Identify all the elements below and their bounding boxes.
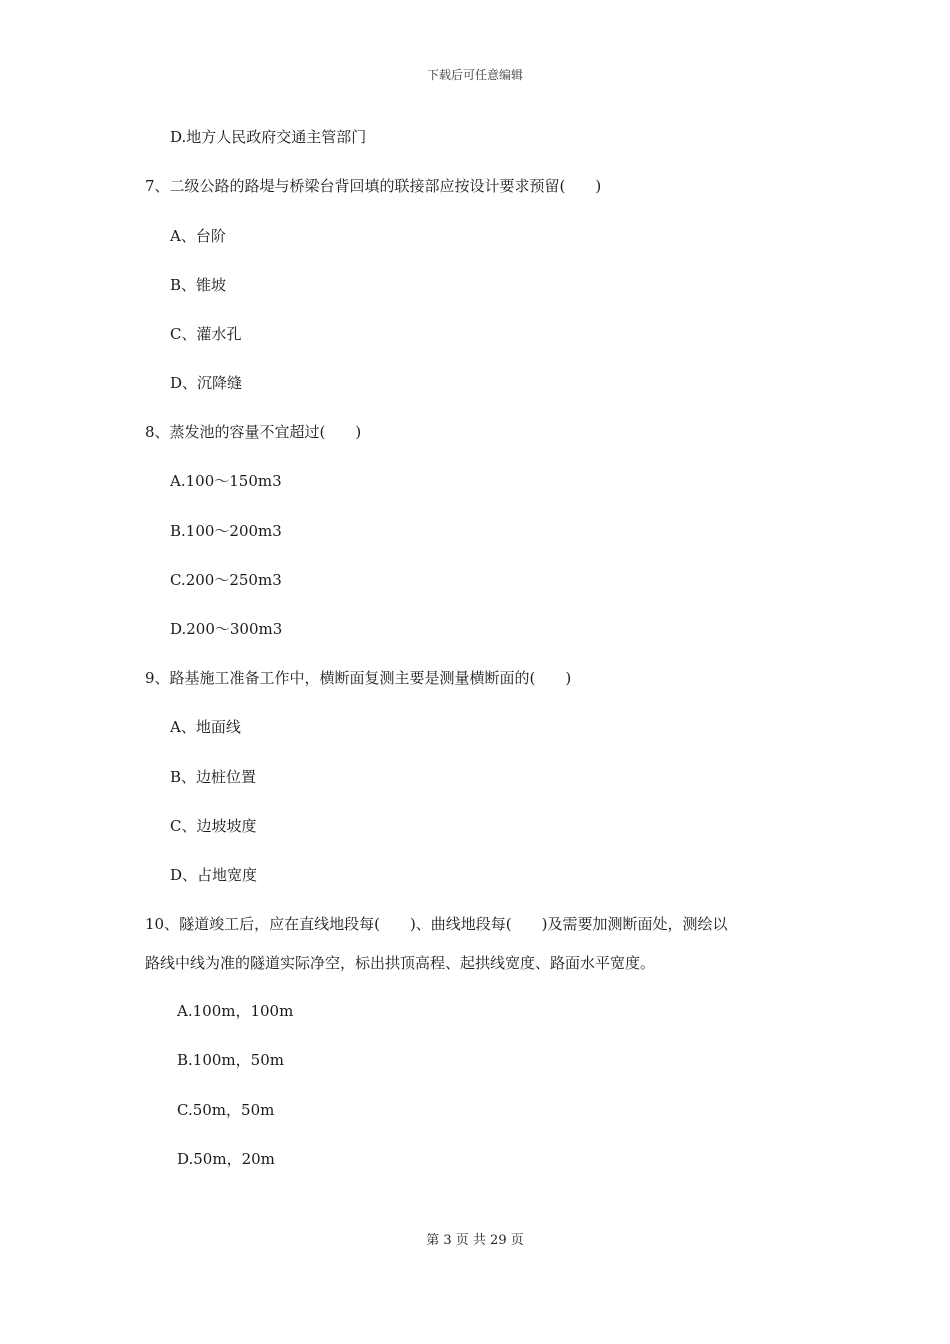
option-c-q9: C、边坡坡度 bbox=[170, 817, 257, 835]
option-c-q7: C、灌水孔 bbox=[170, 325, 242, 343]
question-8: 8、蒸发池的容量不宜超过( ) bbox=[145, 423, 362, 441]
option-a-q10: A.100m，100m bbox=[177, 1002, 294, 1020]
option-c-q8: C.200～250m3 bbox=[170, 571, 282, 589]
option-b-q9: B、边桩位置 bbox=[170, 768, 257, 786]
option-b-q10: B.100m，50m bbox=[177, 1051, 284, 1069]
option-c-q10: C.50m，50m bbox=[177, 1101, 275, 1119]
question-9: 9、路基施工准备工作中，横断面复测主要是测量横断面的( ) bbox=[145, 669, 572, 687]
option-d-q6: D.地方人民政府交通主管部门 bbox=[170, 128, 367, 146]
page-header: 下载后可任意编辑 bbox=[426, 68, 523, 82]
option-b-q8: B.100～200m3 bbox=[170, 522, 282, 540]
option-a-q9: A、地面线 bbox=[170, 718, 241, 736]
option-d-q9: D、占地宽度 bbox=[170, 866, 258, 884]
option-a-q8: A.100～150m3 bbox=[170, 472, 282, 490]
option-b-q7: B、锥坡 bbox=[170, 276, 227, 294]
question-7: 7、二级公路的路堤与桥梁台背回填的联接部应按设计要求预留( ) bbox=[145, 177, 602, 195]
option-d-q7: D、沉降缝 bbox=[170, 374, 243, 392]
option-a-q7: A、台阶 bbox=[170, 227, 226, 245]
option-d-q8: D.200～300m3 bbox=[170, 620, 283, 638]
page-footer: 第 3 页 共 29 页 bbox=[426, 1233, 524, 1248]
question-10-line-2: 路线中线为准的隧道实际净空，标出拱顶高程、起拱线宽度、路面水平宽度。 bbox=[145, 954, 656, 972]
question-10-line-1: 10、隧道竣工后，应在直线地段每( )、曲线地段每( )及需要加测断面处，测绘以 bbox=[145, 915, 728, 933]
option-d-q10: D.50m，20m bbox=[177, 1150, 275, 1168]
